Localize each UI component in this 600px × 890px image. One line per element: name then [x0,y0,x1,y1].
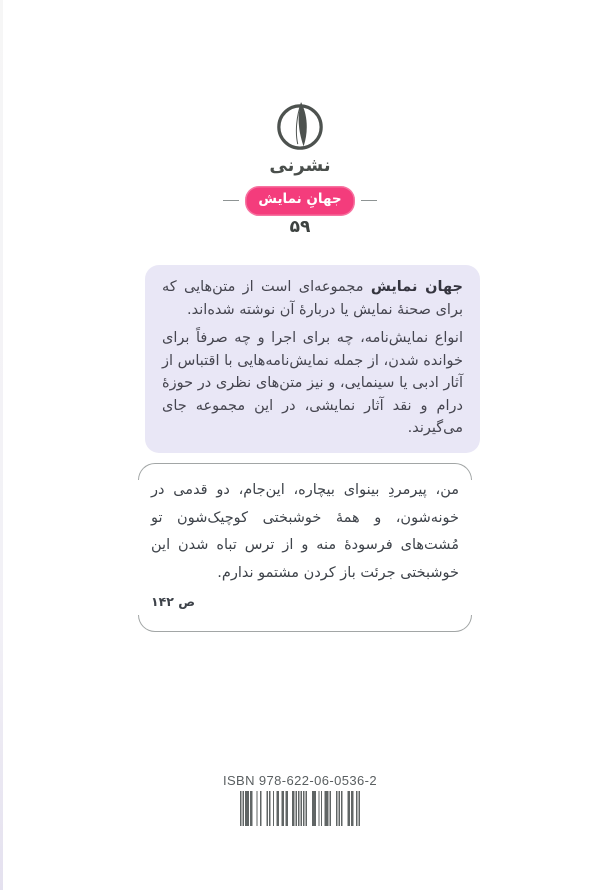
series-description-paragraph-2: انواع نمایش‌نامه، چه برای اجرا و چه صرفاً برای خوانده شدن، از جمله نمایش‌نامه‌هایی با اقتباس از آثار ادبی یا سینمایی، و نیز متن‌های نظری در حوزهٔ درام و نقد آثار نمایشی، در این مجموعه جای می‌گیرند. [162,330,463,436]
series-badge: جهانِ نمایش [245,186,354,216]
book-excerpt-box [138,463,472,632]
series-description-lead-rest: مجموعه‌ای است از متن‌هایی که برای صحنهٔ نمایش یا دربارهٔ آن نوشته شده‌اند. [162,279,463,318]
isbn-block [0,773,600,826]
series-description-box [145,265,480,453]
publisher-mark [0,100,600,177]
series-title-bold: جهان نمایش [370,279,463,295]
series-badge-row [0,186,600,216]
excerpt-text: من، پیرمردِ بینوای بیچاره، این‌جام، دو قدمی در خونه‌شون، و همهٔ خوشبختی کوچیک‌شون تو مُشت‌های فرسودهٔ منه و از ترس تباه شدن این خوشبختی جرئت باز کردن مشتمو ندارم. [151,482,459,581]
isbn-label: ISBN 978-622-06-0536-2 [222,773,378,788]
isbn-barcode [240,791,360,826]
series-number: ۵۹ [289,217,311,237]
publisher-name: نشرنی [269,155,331,176]
badge-left-rule [223,200,239,201]
ney-publisher-logo-icon [273,100,327,154]
excerpt-page-reference: ص ۱۴۲ [151,594,196,609]
badge-right-rule [361,200,377,201]
series-description-paragraph-1 [162,276,463,321]
